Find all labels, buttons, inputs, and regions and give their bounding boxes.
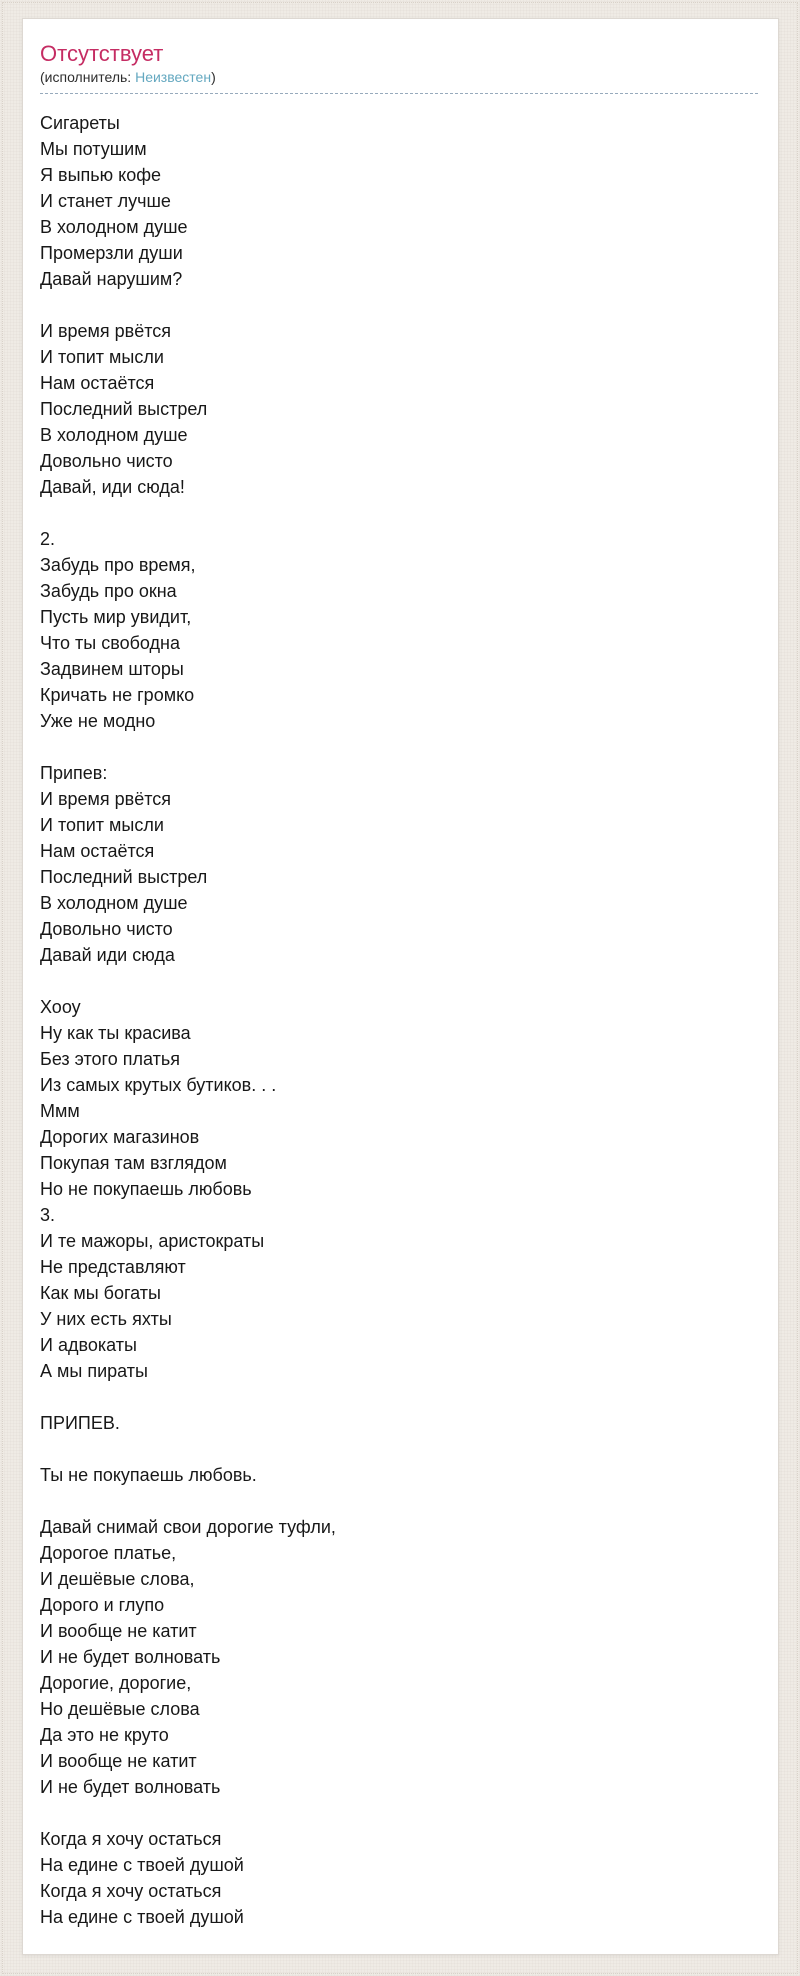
- lyric-line: Мы потушим: [40, 139, 147, 159]
- lyric-line: Задвинем шторы: [40, 659, 184, 679]
- lyric-line: [40, 1436, 758, 1462]
- lyric-line: И не будет волновать: [40, 1647, 221, 1667]
- lyric-line: И те мажоры, аристократы: [40, 1231, 265, 1251]
- lyric-line: Последний выстрел: [40, 399, 208, 419]
- lyric-line: 2.: [40, 529, 56, 549]
- lyric-line: И топит мысли: [40, 815, 164, 835]
- lyric-line: Что ты свободна: [40, 633, 180, 653]
- lyric-line: [40, 292, 758, 318]
- artist-link[interactable]: Неизвестен: [135, 69, 212, 85]
- lyric-line: Покупая там взглядом: [40, 1153, 227, 1173]
- lyric-line: Сигареты: [40, 113, 120, 133]
- lyric-line: [40, 500, 758, 526]
- lyric-line: Давай иди сюда: [40, 945, 175, 965]
- lyric-line: [40, 1488, 758, 1514]
- lyric-line: В холодном душе: [40, 893, 188, 913]
- lyric-line: А мы пираты: [40, 1361, 148, 1381]
- lyrics-block: [40, 110, 758, 1930]
- lyric-line: Как мы богаты: [40, 1283, 161, 1303]
- lyric-line: Припев:: [40, 763, 108, 783]
- lyric-line: И адвокаты: [40, 1335, 137, 1355]
- artist-label-suffix: ): [211, 69, 216, 85]
- content-card: [22, 18, 779, 1955]
- lyric-line: Нам остаётся: [40, 841, 155, 861]
- lyric-line: И время рвётся: [40, 789, 172, 809]
- lyric-line: На едине с твоей душой: [40, 1855, 244, 1875]
- lyric-line: ПРИПЕВ.: [40, 1413, 120, 1433]
- lyric-line: Пусть мир увидит,: [40, 607, 192, 627]
- lyric-line: 3.: [40, 1205, 56, 1225]
- lyric-line: Я выпью кофе: [40, 165, 162, 185]
- artist-line: [40, 69, 758, 94]
- lyric-line: Когда я хочу остаться: [40, 1829, 222, 1849]
- lyric-line: Довольно чисто: [40, 919, 173, 939]
- lyric-line: В холодном душе: [40, 217, 188, 237]
- lyric-line: Ммм: [40, 1101, 80, 1121]
- lyric-line: Дорогие, дорогие,: [40, 1673, 192, 1693]
- lyric-line: [40, 734, 758, 760]
- page-title: Отсутствует: [40, 41, 164, 66]
- lyric-line: Дорого и глупо: [40, 1595, 165, 1615]
- lyric-line: Хооу: [40, 997, 81, 1017]
- lyric-line: И дешёвые слова,: [40, 1569, 195, 1589]
- lyric-line: Не представляют: [40, 1257, 186, 1277]
- lyric-line: Нам остаётся: [40, 373, 155, 393]
- lyric-line: И вообще не катит: [40, 1751, 197, 1771]
- artist-label: (исполнитель:: [40, 69, 136, 85]
- lyric-line: Промерзли души: [40, 243, 183, 263]
- lyric-line: [40, 1384, 758, 1410]
- lyric-line: Из самых крутых бутиков. . .: [40, 1075, 277, 1095]
- lyric-line: Кричать не громко: [40, 685, 195, 705]
- lyric-line: Забудь про время,: [40, 555, 196, 575]
- lyric-line: Уже не модно: [40, 711, 156, 731]
- lyric-line: Дорогое платье,: [40, 1543, 177, 1563]
- lyric-line: [40, 1800, 758, 1826]
- lyric-line: Последний выстрел: [40, 867, 208, 887]
- lyric-line: Довольно чисто: [40, 451, 173, 471]
- lyric-line: И топит мысли: [40, 347, 164, 367]
- lyric-line: На едине с твоей душой: [40, 1907, 244, 1927]
- lyric-line: Но дешёвые слова: [40, 1699, 200, 1719]
- lyric-line: Да это не круто: [40, 1725, 169, 1745]
- lyric-line: В холодном душе: [40, 425, 188, 445]
- lyric-line: Ну как ты красива: [40, 1023, 191, 1043]
- lyric-line: Забудь про окна: [40, 581, 177, 601]
- lyric-line: Давай нарушим?: [40, 269, 183, 289]
- lyric-line: Ты не покупаешь любовь.: [40, 1465, 257, 1485]
- lyric-line: Дорогих магазинов: [40, 1127, 200, 1147]
- lyric-line: Без этого платья: [40, 1049, 180, 1069]
- lyric-line: И станет лучше: [40, 191, 171, 211]
- lyric-line: И вообще не катит: [40, 1621, 197, 1641]
- lyric-line: Давай, иди сюда!: [40, 477, 185, 497]
- lyric-line: Давай снимай свои дорогие туфли,: [40, 1517, 336, 1537]
- lyric-line: И не будет волновать: [40, 1777, 221, 1797]
- lyric-line: [40, 968, 758, 994]
- lyric-line: И время рвётся: [40, 321, 172, 341]
- lyric-line: Когда я хочу остаться: [40, 1881, 222, 1901]
- lyric-line: Но не покупаешь любовь: [40, 1179, 252, 1199]
- lyric-line: У них есть яхты: [40, 1309, 172, 1329]
